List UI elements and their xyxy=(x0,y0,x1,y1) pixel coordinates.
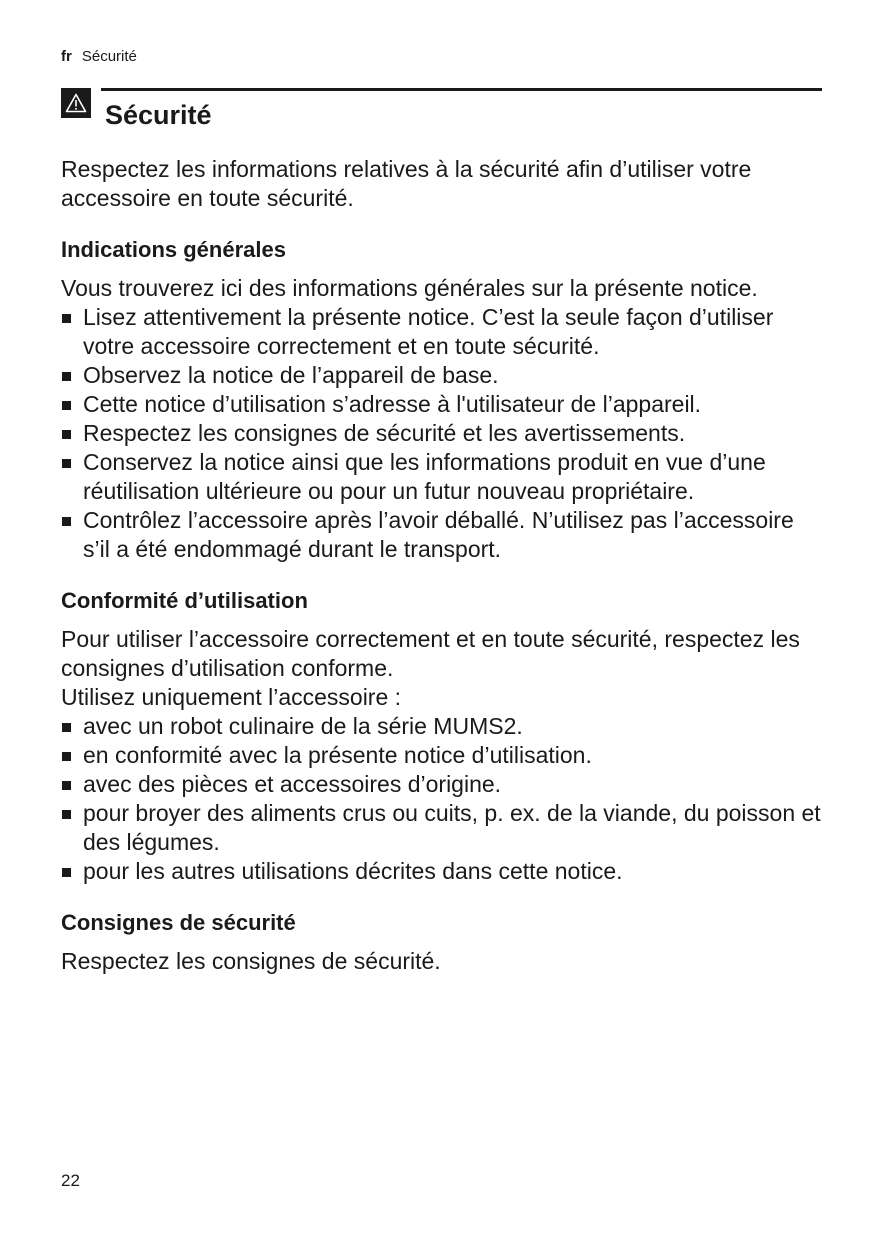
running-head-section: Sécurité xyxy=(81,48,137,65)
page-number: 22 xyxy=(61,1171,80,1190)
list-item: avec des pièces et accessoires d’origine. xyxy=(61,770,823,799)
content xyxy=(61,155,823,976)
list-item: en conformité avec la présente notice d’utilisation. xyxy=(61,741,823,770)
conformity-text: Pour utiliser l’accessoire correctement et en toute sécurité, respectez les consignes d’utilisation conforme. xyxy=(61,626,800,681)
list-item: pour broyer des aliments crus ou cuits, p. ex. de la viande, du poisson et des légumes. xyxy=(61,799,823,857)
safety-text: Respectez les consignes de sécurité. xyxy=(61,948,441,974)
list-item: avec un robot culinaire de la série MUMS2. xyxy=(61,712,823,741)
list-item: Conservez la notice ainsi que les informations produit en vue d’une réutilisation ultérieure ou pour un futur nouveau propriétaire. xyxy=(61,448,823,506)
conformity-heading: Conformité d’utilisation xyxy=(61,588,308,613)
general-list xyxy=(61,303,823,564)
list-item: pour les autres utilisations décrites dans cette notice. xyxy=(61,857,823,886)
intro-text: Respectez les informations relatives à la sécurité afin d’utiliser votre accessoire en toute sécurité. xyxy=(61,156,752,211)
section-header xyxy=(61,86,822,136)
warning-triangle-icon xyxy=(61,88,91,118)
language-code: fr xyxy=(61,48,72,65)
title-rule xyxy=(101,88,822,91)
safety-heading: Consignes de sécurité xyxy=(61,910,296,935)
general-heading: Indications générales xyxy=(61,237,286,262)
conformity-usage-intro: Utilisez uniquement l’accessoire : xyxy=(61,684,402,710)
general-text: Vous trouverez ici des informations générales sur la présente notice. xyxy=(61,275,758,301)
list-item: Lisez attentivement la présente notice. C’est la seule façon d’utiliser votre accessoire correctement et en toute sécurité. xyxy=(61,303,823,361)
running-head xyxy=(61,47,137,67)
list-item: Cette notice d’utilisation s’adresse à l'utilisateur de l’appareil. xyxy=(61,390,823,419)
list-item: Contrôlez l’accessoire après l’avoir déballé. N’utilisez pas l’accessoire s’il a été endommagé durant le transport. xyxy=(61,506,823,564)
conformity-list xyxy=(61,712,823,886)
list-item: Respectez les consignes de sécurité et les avertissements. xyxy=(61,419,823,448)
page-title: Sécurité xyxy=(105,100,212,130)
list-item: Observez la notice de l’appareil de base. xyxy=(61,361,823,390)
